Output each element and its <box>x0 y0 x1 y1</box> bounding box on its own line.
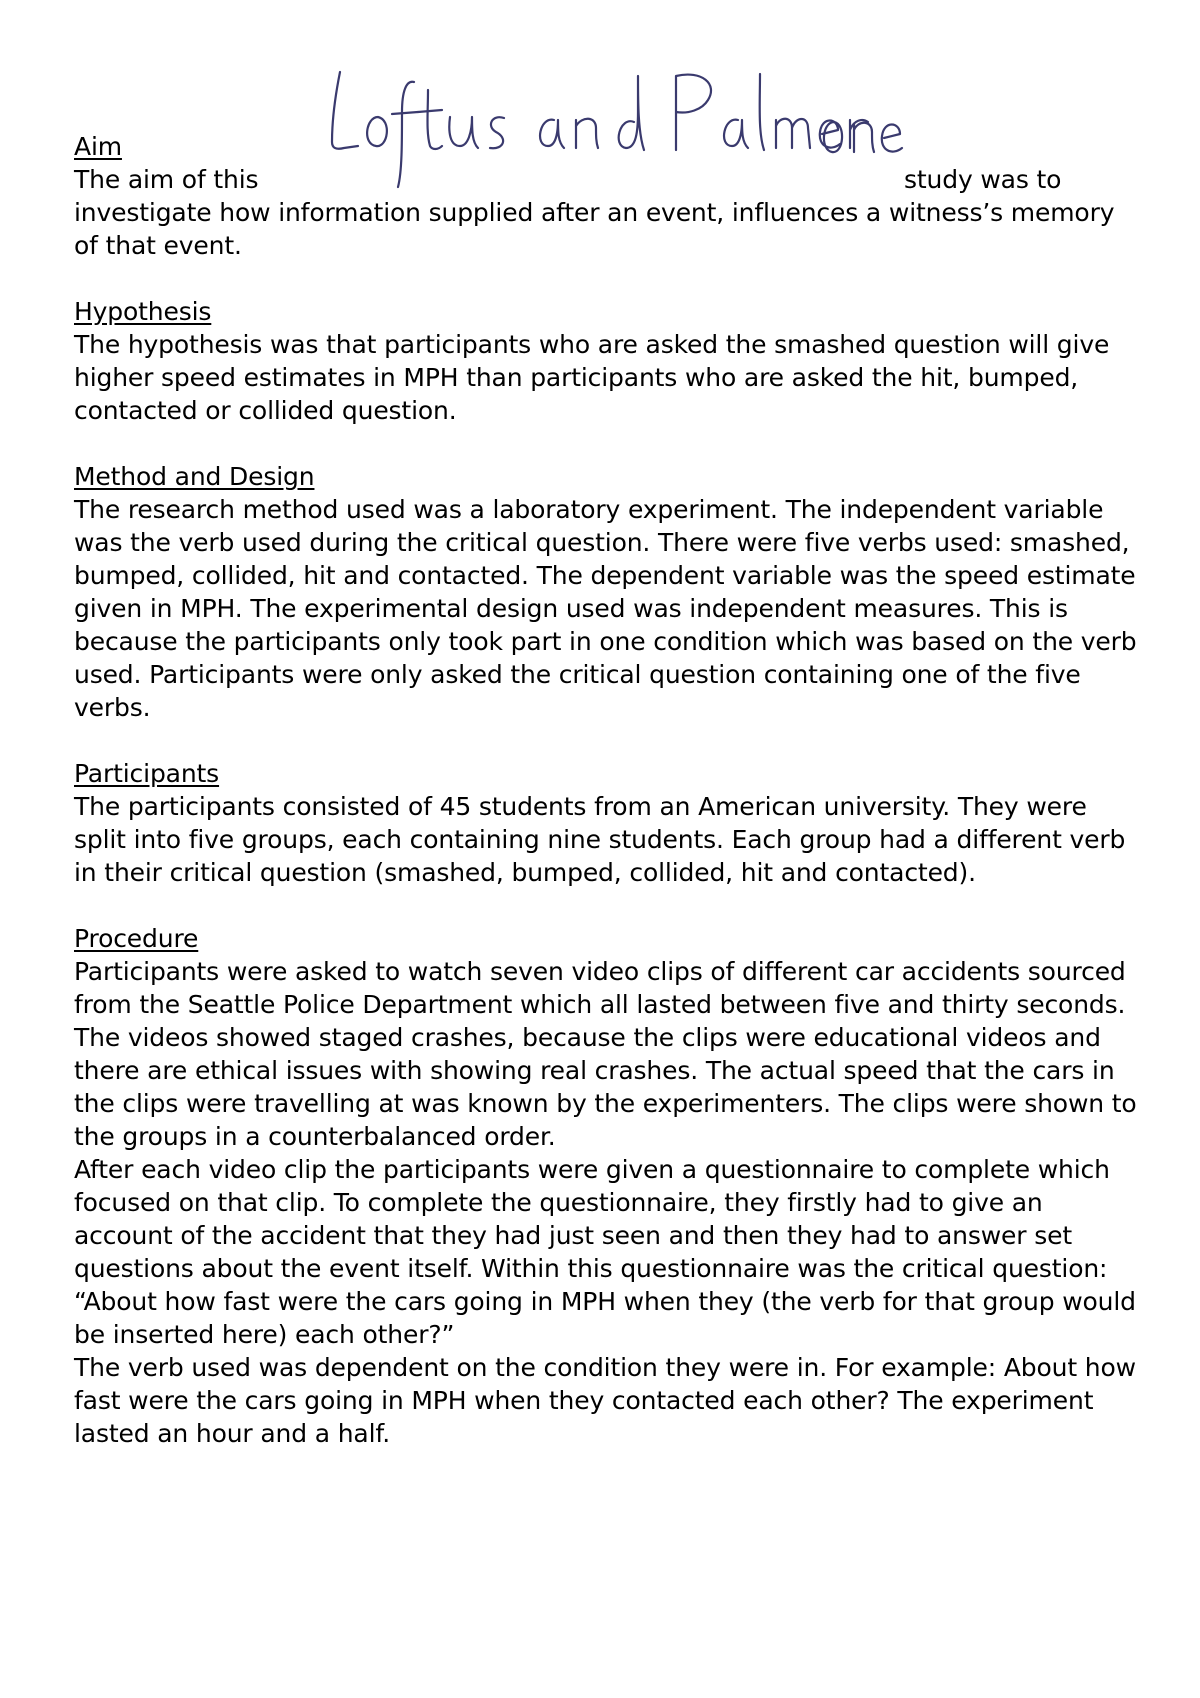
aim-line-start: The aim of this <box>74 165 259 194</box>
aim-heading: Aim <box>74 132 122 161</box>
section-procedure <box>74 922 1144 1450</box>
section-hypothesis <box>74 295 1144 427</box>
participants-body: The participants consisted of 45 students from an American university. They were split into five groups, each containing nine students. Each group had a different verb in their critical question (smashed, bumped, collided, hit and contacted). <box>74 792 1126 887</box>
method-heading: Method and Design <box>74 462 315 491</box>
aim-body: investigate how information supplied after an event, influences a witness’s memory of that event. <box>74 198 1115 260</box>
procedure-paragraph-3: The verb used was dependent on the condition they were in. For example: About how fast were the cars going in MPH when they contacted each other? The experiment lasted an hour and a half. <box>74 1353 1136 1448</box>
method-body: The research method used was a laboratory experiment. The independent variable was the verb used during the critical question. There were five verbs used: smashed, bumped, collided, hit and contacted. The dependent variable was the speed estimate given in MPH. The experimental design used was independent measures. This is because the participants only took part in one condition which was based on the verb used. Participants were only asked the critical question containing one of the five verbs. <box>74 495 1137 722</box>
hypothesis-body: The hypothesis was that participants who are asked the smashed question will give higher speed estimates in MPH than participants who are asked the hit, bumped, contacted or collided question. <box>74 330 1110 425</box>
participants-heading: Participants <box>74 759 220 788</box>
procedure-paragraph-1: Participants were asked to watch seven video clips of different car accidents sourced from the Seattle Police Department which all lasted between five and thirty seconds. The videos showed staged crashes, because the clips were educational videos and there are ethical issues with showing real crashes. The actual speed that the cars in the clips were travelling at was known by the experimenters. The clips were shown to the groups in a counterbalanced order. <box>74 957 1137 1151</box>
section-method-and-design <box>74 460 1144 724</box>
section-participants <box>74 757 1144 889</box>
document-body <box>74 130 1144 1450</box>
procedure-heading: Procedure <box>74 924 199 953</box>
section-aim <box>74 130 1144 262</box>
aim-first-line <box>74 163 1144 196</box>
procedure-paragraph-2: After each video clip the participants were given a questionnaire to complete which focused on that clip. To complete the questionnaire, they firstly had to give an account of the accident that they had just seen and then they had to answer set questions about the event itself. Within this questionnaire was the critical question: “About how fast were the cars going in MPH when they (the verb for that group would be inserted here) each other?” <box>74 1155 1136 1349</box>
hypothesis-heading: Hypothesis <box>74 297 212 326</box>
aim-line-end: study was to <box>904 165 1062 194</box>
